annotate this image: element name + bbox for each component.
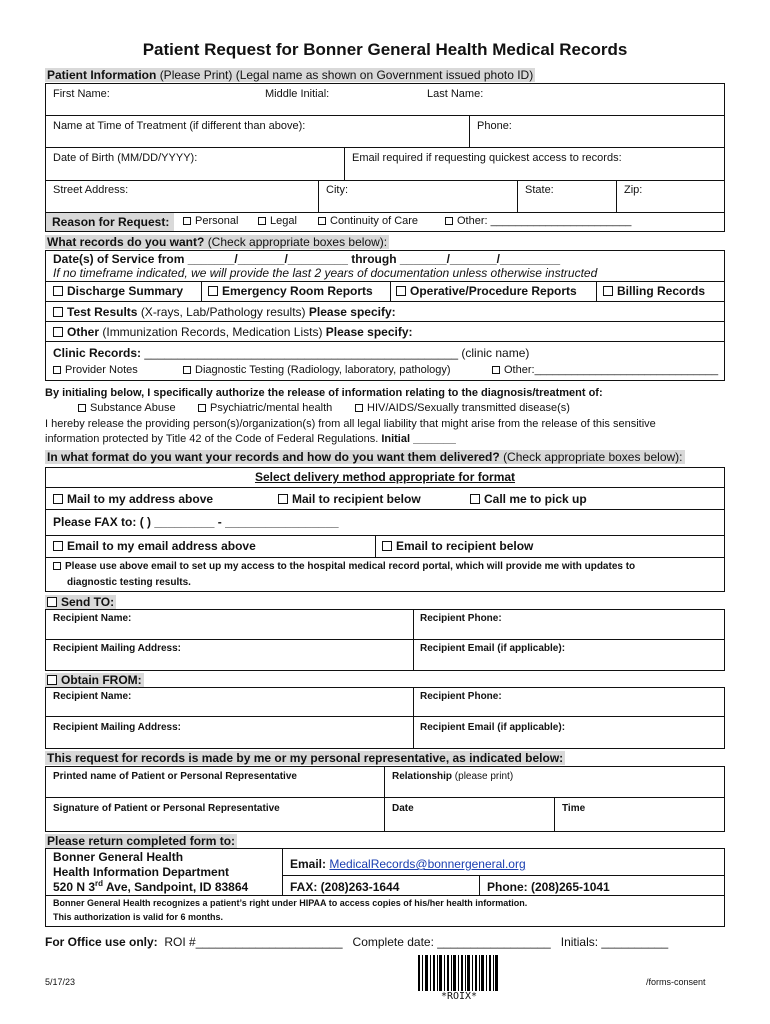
checkbox[interactable]: [445, 217, 453, 225]
reason-legal[interactable]: [258, 215, 297, 227]
call-label: Call me to pick up: [484, 492, 587, 506]
patient-info-heading-text: Patient Information: [47, 68, 157, 82]
operative-label: Operative/Procedure Reports: [410, 284, 577, 298]
checkbox[interactable]: [53, 327, 63, 337]
sensitive-intro: By initialing below, I specifically authorize the release of information relating to the diagnosis/treatment of:: [45, 387, 603, 399]
relationship-label-text: Relationship: [392, 771, 453, 782]
substance-label: Substance Abuse: [90, 402, 176, 414]
other-records-note: (Immunization Records, Medication Lists): [102, 325, 323, 339]
fax-field[interactable]: Please FAX to: ( ) _________ - _________________: [53, 515, 339, 529]
mail-above-label: Mail to my address above: [67, 492, 214, 506]
test-results-label: Test Results: [67, 305, 138, 319]
diagnostic-label: Diagnostic Testing (Radiology, laboratory, pathology): [195, 364, 451, 376]
checkbox[interactable]: [53, 307, 63, 317]
billing-label: Billing Records: [617, 284, 706, 298]
obtain-from-phone-label: Recipient Phone:: [420, 691, 502, 702]
office-use-row: [45, 935, 668, 949]
checkbox[interactable]: [382, 541, 392, 551]
other-records-label: Other: [67, 325, 100, 339]
zip-label: Zip:: [624, 184, 643, 196]
checkbox[interactable]: [183, 217, 191, 225]
portal-option[interactable]: [53, 561, 635, 572]
signature-heading: This request for records is made by me or my personal representative, as indicated below:: [47, 751, 564, 765]
billing-option[interactable]: [603, 284, 705, 298]
return-email: [290, 857, 526, 871]
state-label: State:: [525, 184, 554, 196]
footer-form-id: /forms-consent: [646, 977, 706, 987]
checkbox[interactable]: [318, 217, 326, 225]
send-to-heading[interactable]: [45, 595, 116, 609]
page-title: Patient Request for Bonner General Health Medical Records: [142, 40, 628, 59]
call-option[interactable]: [470, 492, 587, 506]
patient-info-heading: [45, 68, 535, 82]
provider-notes-label: Provider Notes: [65, 364, 138, 376]
return-address-pre: 520 N 3: [53, 880, 96, 894]
street-label: Street Address:: [53, 184, 129, 196]
checkbox[interactable]: [258, 217, 266, 225]
er-label: Emergency Room Reports: [222, 284, 373, 298]
test-results-option[interactable]: [53, 305, 396, 319]
portal-line-2: diagnostic testing results.: [67, 577, 191, 588]
office-use-label: For Office use only:: [45, 935, 158, 949]
barcode-text: *ROIX*: [418, 991, 500, 1002]
checkbox[interactable]: [78, 404, 86, 412]
diagnostic-option[interactable]: [183, 364, 451, 376]
patient-info-heading-note: (Please Print) (Legal name as shown on Government issued photo ID): [159, 68, 534, 82]
checkbox[interactable]: [278, 494, 288, 504]
city-field[interactable]: [318, 180, 518, 213]
email-label: Email required if requesting quickest access to records:: [352, 152, 622, 164]
timeframe-note: If no timeframe indicated, we will provide the last 2 years of documentation unless otherwise instructed: [53, 266, 598, 280]
email-above-label: Email to my email address above: [67, 539, 256, 553]
checkbox[interactable]: [603, 286, 613, 296]
checkbox[interactable]: [53, 494, 63, 504]
format-heading-text: In what format do you want your records and how do you want them delivered?: [47, 450, 500, 464]
portal-line-1: Please use above email to set up my access to the hospital medical record portal, which will provide me with updates to: [65, 561, 636, 572]
reason-other-label: Other: _______________________: [457, 215, 632, 227]
signature-label: Signature of Patient or Personal Representative: [53, 803, 280, 814]
middle-initial-label: Middle Initial:: [265, 88, 330, 100]
checkbox[interactable]: [47, 597, 57, 607]
checkbox[interactable]: [396, 286, 406, 296]
mail-above-option[interactable]: [53, 492, 213, 506]
substance-option[interactable]: [78, 402, 176, 414]
hiv-option[interactable]: [355, 402, 570, 414]
date-label: Date: [392, 803, 414, 814]
mail-recipient-label: Mail to recipient below: [292, 492, 421, 506]
test-results-specify: Please specify:: [308, 305, 396, 319]
provider-notes-option[interactable]: [53, 364, 138, 376]
checkbox[interactable]: [53, 562, 61, 570]
test-results-note: (X-rays, Lab/Pathology results): [140, 305, 306, 319]
checkbox[interactable]: [53, 286, 63, 296]
psych-label: Psychiatric/mental health: [210, 402, 333, 414]
checkbox[interactable]: [355, 404, 363, 412]
mail-recipient-option[interactable]: [278, 492, 421, 506]
footer-date: 5/17/23: [45, 977, 76, 987]
obtain-from-heading[interactable]: [45, 673, 144, 687]
er-option[interactable]: [208, 284, 373, 298]
release-line-2: [45, 433, 456, 445]
dob-label: Date of Birth (MM/DD/YYYY):: [53, 152, 198, 164]
return-phone: Phone: (208)265-1041: [487, 880, 610, 894]
checkbox[interactable]: [470, 494, 480, 504]
operative-option[interactable]: [396, 284, 577, 298]
return-fax: FAX: (208)263-1644: [290, 880, 400, 894]
send-to-address-label: Recipient Mailing Address:: [53, 643, 181, 654]
obtain-from-address-label: Recipient Mailing Address:: [53, 722, 181, 733]
hiv-label: HIV/AIDS/Sexually transmitted disease(s): [367, 402, 570, 414]
checkbox[interactable]: [492, 366, 500, 374]
format-heading: [45, 450, 685, 464]
other2-option[interactable]: [492, 364, 718, 376]
records-heading-text: What records do you want?: [47, 235, 205, 249]
email-above-option[interactable]: [53, 539, 256, 553]
return-address-sup: rd: [95, 879, 104, 888]
return-dept: Health Information Department: [53, 865, 230, 879]
checkbox[interactable]: [183, 366, 191, 374]
return-org: Bonner General Health: [53, 850, 184, 864]
city-label: City:: [326, 184, 348, 196]
other2-label: Other:______________________________: [504, 364, 719, 376]
other-records-specify: Please specify:: [325, 325, 413, 339]
email-recipient-label: Email to recipient below: [396, 539, 534, 553]
name-at-treatment-label: Name at Time of Treatment (if different than above):: [53, 120, 306, 132]
checkbox[interactable]: [47, 675, 57, 685]
reason-personal-label: Personal: [195, 215, 239, 227]
relationship-note: (please print): [454, 771, 514, 782]
initials-field[interactable]: Initials: __________: [560, 935, 669, 949]
send-to-heading-text: Send TO:: [61, 595, 115, 609]
return-address: [53, 879, 248, 894]
email-link[interactable]: MedicalRecords@bonnergeneral.org: [329, 857, 526, 871]
reason-legal-label: Legal: [270, 215, 297, 227]
initial-field[interactable]: Initial _______: [381, 433, 456, 445]
complete-date-field[interactable]: Complete date: _________________: [352, 935, 551, 949]
select-delivery: Select delivery method appropriate for format: [254, 470, 516, 484]
obtain-from-heading-text: Obtain FROM:: [61, 673, 142, 687]
barcode: [418, 955, 500, 993]
email-recipient-option[interactable]: [382, 539, 533, 553]
other-records-option[interactable]: [53, 325, 413, 339]
checkbox[interactable]: [53, 366, 61, 374]
phone-label: Phone:: [477, 120, 512, 132]
return-heading: Please return completed form to:: [47, 834, 236, 848]
format-heading-note: (Check appropriate boxes below):: [503, 450, 683, 464]
send-to-name-label: Recipient Name:: [53, 613, 132, 624]
name-row[interactable]: [45, 83, 725, 116]
hipaa-line-1: Bonner General Health recognizes a patient’s right under HIPAA to access copies of his/her health information.: [53, 898, 528, 908]
reason-label: Reason for Request:: [46, 213, 174, 231]
printed-name-label: Printed name of Patient or Personal Representative: [53, 771, 297, 782]
records-heading-note: (Check appropriate boxes below):: [207, 235, 388, 249]
reason-continuity-label: Continuity of Care: [330, 215, 419, 227]
return-address-post: Ave, Sandpoint, ID 83864: [103, 880, 249, 894]
checkbox[interactable]: [198, 404, 206, 412]
reason-other[interactable]: [445, 215, 631, 227]
last-name-label: Last Name:: [427, 88, 484, 100]
clinic-records: [53, 346, 529, 360]
dates-of-service: Date(s) of Service from _______/_______/_________ through _______/_______/_________: [53, 252, 561, 266]
first-name-label: First Name:: [53, 88, 110, 100]
release-line-1: I hereby release the providing person(s)/organization(s) from all legal liability that might arise from the release of this sensitive: [45, 418, 656, 430]
return-email-label: Email:: [290, 857, 330, 871]
release-line-2-text: information protected by Title 42 of the Code of Federal Regulations.: [45, 433, 379, 445]
clinic-label: Clinic Records:: [53, 346, 142, 360]
roi-field[interactable]: ROI #______________________: [164, 935, 343, 949]
checkbox[interactable]: [53, 541, 63, 551]
psych-option[interactable]: [198, 402, 332, 414]
clinic-name-line: _______________________________________________ (clinic name): [144, 346, 530, 360]
relationship-label: [392, 771, 513, 782]
checkbox[interactable]: [208, 286, 218, 296]
hipaa-line-2: This authorization is valid for 6 months.: [53, 912, 224, 922]
discharge-option[interactable]: [53, 284, 183, 298]
records-heading: [45, 235, 389, 249]
send-to-email-label: Recipient Email (if applicable):: [420, 643, 566, 654]
send-to-phone-label: Recipient Phone:: [420, 613, 502, 624]
obtain-from-email-label: Recipient Email (if applicable):: [420, 722, 566, 733]
obtain-from-name-label: Recipient Name:: [53, 691, 132, 702]
time-label: Time: [562, 803, 586, 814]
reason-continuity[interactable]: [318, 215, 418, 227]
discharge-label: Discharge Summary: [67, 284, 184, 298]
reason-personal[interactable]: [183, 215, 238, 227]
